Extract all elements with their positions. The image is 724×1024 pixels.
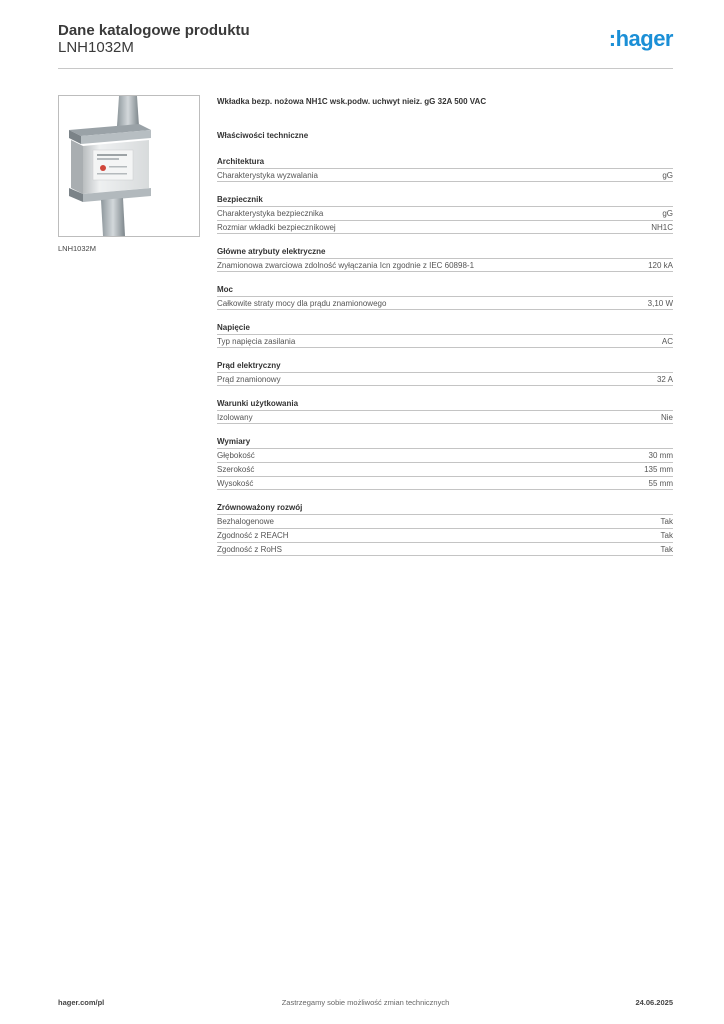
property-row xyxy=(217,462,673,476)
property-row xyxy=(217,448,673,462)
footer-disclaimer: Zastrzegamy sobie możliwość zmian technicznych xyxy=(281,998,450,1007)
property-value: Tak xyxy=(660,531,673,540)
property-row xyxy=(217,476,673,490)
property-label: Rozmiar wkładki bezpiecznikowej xyxy=(217,223,336,232)
property-value: gG xyxy=(662,209,673,218)
product-details xyxy=(217,96,673,556)
property-value: 55 mm xyxy=(648,479,673,488)
property-sections xyxy=(217,156,673,556)
property-row xyxy=(217,206,673,220)
footer-date: 24.06.2025 xyxy=(635,998,673,1007)
property-value: 135 mm xyxy=(644,465,673,474)
property-row xyxy=(217,258,673,272)
property-label: Całkowite straty mocy dla prądu znamionowego xyxy=(217,299,387,308)
property-row xyxy=(217,220,673,234)
property-value: 32 A xyxy=(656,375,673,384)
property-section xyxy=(217,156,673,182)
property-row xyxy=(217,410,673,424)
section-title: Bezpiecznik xyxy=(217,195,263,204)
property-value: gG xyxy=(662,171,673,180)
property-value: 120 kA xyxy=(648,261,673,270)
property-label: Charakterystyka bezpiecznika xyxy=(217,209,324,218)
property-label: Głębokość xyxy=(217,451,255,460)
property-value: AC xyxy=(661,337,673,346)
property-label: Prąd znamionowy xyxy=(217,375,281,384)
page-header xyxy=(58,22,673,68)
product-code: LNH1032M xyxy=(58,39,134,56)
section-title: Moc xyxy=(217,285,233,294)
hager-logo: :hager xyxy=(608,26,673,51)
section-title: Wymiary xyxy=(217,437,251,446)
section-title: Zrównoważony rozwój xyxy=(217,503,303,512)
fuse-link-photo xyxy=(59,96,199,236)
logo-text: hager xyxy=(615,26,673,51)
property-value: Tak xyxy=(660,545,673,554)
property-label: Zgodność z REACH xyxy=(217,531,289,540)
property-label: Znamionowa zwarciowa zdolność wyłączania Icn zgodnie z IEC 60898-1 xyxy=(217,261,475,270)
footer-website-link[interactable]: hager.com/pl xyxy=(58,998,105,1007)
page-title: Dane katalogowe produktu xyxy=(58,22,250,39)
property-label: Izolowany xyxy=(217,413,253,422)
property-label: Charakterystyka wyzwalania xyxy=(217,171,318,180)
section-title: Główne atrybuty elektryczne xyxy=(217,247,326,256)
product-image-caption: LNH1032M xyxy=(58,244,96,253)
product-description: Wkładka bezp. nożowa NH1C wsk.podw. uchwyt nieiz. gG 32A 500 VAC xyxy=(217,97,487,106)
property-value: 3,10 W xyxy=(647,299,673,308)
property-label: Wysokość xyxy=(217,479,254,488)
property-row xyxy=(217,168,673,182)
section-title: Warunki użytkowania xyxy=(217,399,299,408)
property-value: Nie xyxy=(660,413,673,422)
property-section xyxy=(217,436,673,490)
property-label: Typ napięcia zasilania xyxy=(217,337,296,346)
property-label: Bezhalogenowe xyxy=(217,517,274,526)
property-value: Tak xyxy=(660,517,673,526)
section-title: Architektura xyxy=(217,157,265,166)
header-divider xyxy=(58,68,673,69)
property-row xyxy=(217,334,673,348)
property-row xyxy=(217,372,673,386)
technical-properties-heading: Właściwości techniczne xyxy=(217,131,309,140)
property-row xyxy=(217,296,673,310)
property-section xyxy=(217,502,673,556)
property-section xyxy=(217,284,673,310)
property-section xyxy=(217,398,673,424)
property-row xyxy=(217,542,673,556)
property-value: 30 mm xyxy=(648,451,673,460)
product-image xyxy=(58,95,200,237)
section-title: Napięcie xyxy=(217,323,250,332)
page-footer xyxy=(58,998,673,1010)
property-label: Zgodność z RoHS xyxy=(217,545,282,554)
property-section xyxy=(217,246,673,272)
property-row xyxy=(217,514,673,528)
property-section xyxy=(217,322,673,348)
section-title: Prąd elektryczny xyxy=(217,361,281,370)
property-section xyxy=(217,360,673,386)
property-label: Szerokość xyxy=(217,465,255,474)
property-section xyxy=(217,194,673,234)
property-row xyxy=(217,528,673,542)
property-value: NH1C xyxy=(651,223,673,232)
